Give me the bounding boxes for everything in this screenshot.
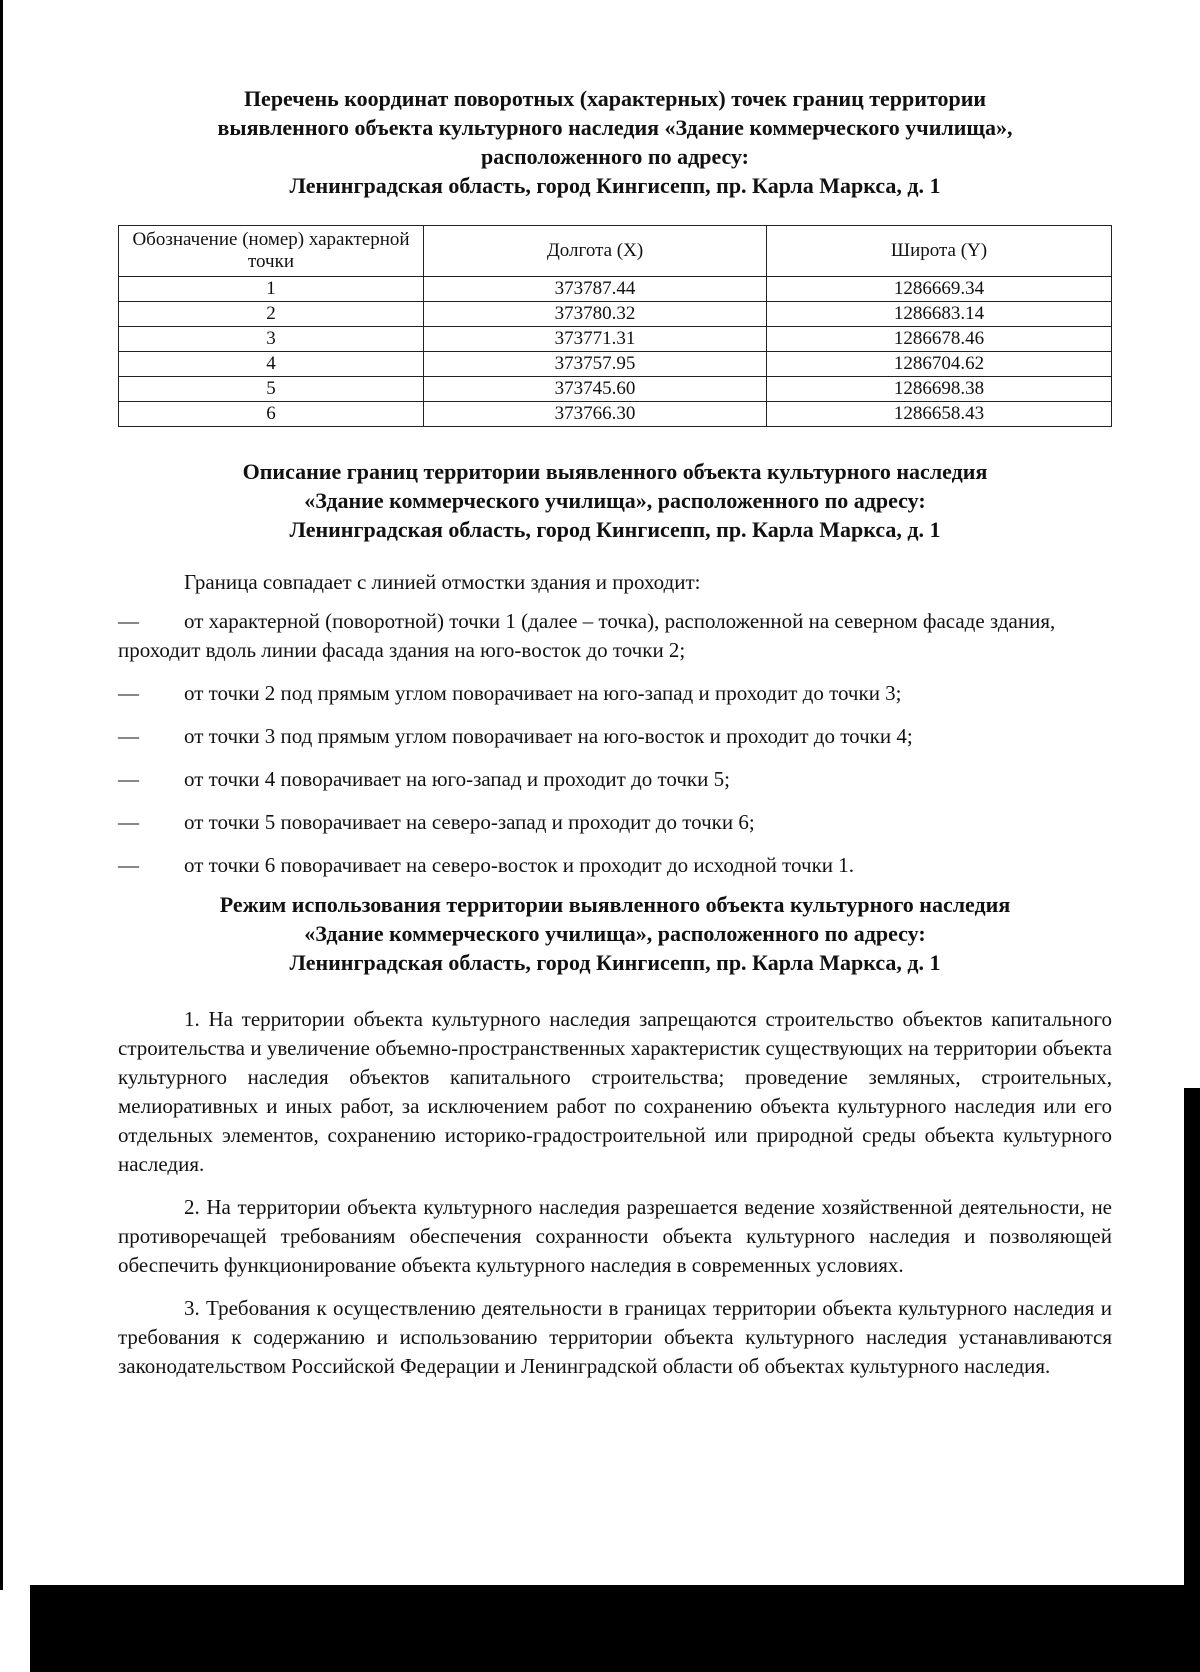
header-point-number: Обозначение (номер) характерной точки bbox=[119, 226, 424, 277]
list-item-text: от точки 5 поворачивает на северо-запад и проходит до точки 6; bbox=[184, 810, 755, 834]
list-item bbox=[118, 679, 1112, 708]
latitude-cell: 1286669.34 bbox=[767, 277, 1112, 302]
table-row bbox=[119, 277, 1112, 302]
document-page bbox=[118, 84, 1112, 1395]
heading-line: «Здание коммерческого училища», расположенного по адресу: bbox=[304, 921, 926, 946]
latitude-cell: 1286678.46 bbox=[767, 327, 1112, 352]
longitude-cell: 373766.30 bbox=[424, 402, 767, 427]
dash-marker: — bbox=[118, 724, 139, 748]
point-number-cell: 4 bbox=[119, 352, 424, 377]
point-number-cell: 5 bbox=[119, 377, 424, 402]
list-item bbox=[118, 722, 1112, 751]
heading-line: Ленинградская область, город Кингисепп, пр. Карла Маркса, д. 1 bbox=[289, 950, 941, 975]
boundary-description-heading bbox=[118, 457, 1112, 544]
coordinates-heading bbox=[118, 84, 1112, 200]
longitude-cell: 373757.95 bbox=[424, 352, 767, 377]
list-item-text: от характерной (поворотной) точки 1 (далее – точка), расположенной на северном фасаде здания, проходит вдоль линии фасада здания на юго-восток до точки 2; bbox=[118, 609, 1056, 662]
header-latitude: Широта (Y) bbox=[767, 226, 1112, 277]
latitude-cell: 1286658.43 bbox=[767, 402, 1112, 427]
longitude-cell: 373745.60 bbox=[424, 377, 767, 402]
usage-regime-heading bbox=[118, 890, 1112, 977]
longitude-cell: 373780.32 bbox=[424, 302, 767, 327]
heading-line: Перечень координат поворотных (характерных) точек границ территории bbox=[243, 86, 987, 111]
heading-line: Описание границ территории выявленного объекта культурного наследия bbox=[242, 459, 988, 484]
latitude-cell: 1286683.14 bbox=[767, 302, 1112, 327]
coordinates-table bbox=[118, 225, 1112, 427]
heading-line: Ленинградская область, город Кингисепп, пр. Карла Маркса, д. 1 bbox=[289, 517, 941, 542]
heading-line: Режим использования территории выявленного объекта культурного наследия bbox=[219, 892, 1011, 917]
table-row bbox=[119, 302, 1112, 327]
longitude-cell: 373787.44 bbox=[424, 277, 767, 302]
point-number-cell: 3 bbox=[119, 327, 424, 352]
header-longitude: Долгота (X) bbox=[424, 226, 767, 277]
table-header-row bbox=[119, 226, 1112, 277]
table-row bbox=[119, 352, 1112, 377]
latitude-cell: 1286698.38 bbox=[767, 377, 1112, 402]
table-row bbox=[119, 377, 1112, 402]
heading-line: расположенного по адресу: bbox=[481, 144, 749, 169]
list-item-text: от точки 4 поворачивает на юго-запад и проходит до точки 5; bbox=[184, 767, 730, 791]
scan-bottom-shadow bbox=[30, 1585, 1200, 1672]
heading-line: выявленного объекта культурного наследия «Здание коммерческого училища», bbox=[217, 115, 1013, 140]
table-row bbox=[119, 402, 1112, 427]
scan-edge-left bbox=[0, 0, 3, 1590]
heading-line: «Здание коммерческого училища», расположенного по адресу: bbox=[304, 488, 926, 513]
dash-marker: — bbox=[118, 681, 139, 705]
table-row bbox=[119, 327, 1112, 352]
list-item bbox=[118, 808, 1112, 837]
dash-marker: — bbox=[118, 810, 139, 834]
list-item bbox=[118, 851, 1112, 880]
list-item-text: от точки 2 под прямым углом поворачивает на юго-запад и проходит до точки 3; bbox=[184, 681, 902, 705]
dash-marker: — bbox=[118, 609, 139, 633]
list-item-text: от точки 3 под прямым углом поворачивает на юго-восток и проходит до точки 4; bbox=[184, 724, 913, 748]
usage-regime-text bbox=[118, 1005, 1112, 1381]
list-item bbox=[118, 607, 1112, 665]
longitude-cell: 373771.31 bbox=[424, 327, 767, 352]
list-item-text: от точки 6 поворачивает на северо-восток и проходит до исходной точки 1. bbox=[184, 853, 855, 877]
heading-line: Ленинградская область, город Кингисепп, пр. Карла Маркса, д. 1 bbox=[289, 173, 941, 198]
regime-paragraph: 2. На территории объекта культурного наследия разрешается ведение хозяйственной деятельности, не противоречащей требованиям обеспечения сохранности объекта культурного наследия и позволяющей обеспечить функционирование объекта культурного наследия в современных условиях. bbox=[118, 1195, 1112, 1277]
dash-marker: — bbox=[118, 767, 139, 791]
latitude-cell: 1286704.62 bbox=[767, 352, 1112, 377]
regime-paragraph: 1. На территории объекта культурного наследия запрещаются строительство объектов капитального строительства и увеличение объемно-пространственных характеристик существующих на территории объекта культурного наследия объектов капитального строительства; проведение земляных, строительных, мелиоративных и иных работ, за исключением работ по сохранению объекта культурного наследия или его отдельных элементов, сохранению историко-градостроительной или природной среды объекта культурного наследия. bbox=[118, 1007, 1112, 1176]
point-number-cell: 2 bbox=[119, 302, 424, 327]
point-number-cell: 1 bbox=[119, 277, 424, 302]
point-number-cell: 6 bbox=[119, 402, 424, 427]
regime-paragraph: 3. Требования к осуществлению деятельности в границах территории объекта культурного наследия и требования к содержанию и использованию территории объекта культурного наследия устанавливаются законодательством Российской Федерации и Ленинградской области об объектах культурного наследия. bbox=[118, 1296, 1112, 1378]
list-item bbox=[118, 765, 1112, 794]
boundary-description bbox=[118, 568, 1112, 880]
dash-marker: — bbox=[118, 853, 139, 877]
description-intro: Граница совпадает с линией отмостки здания и проходит: bbox=[184, 570, 701, 594]
